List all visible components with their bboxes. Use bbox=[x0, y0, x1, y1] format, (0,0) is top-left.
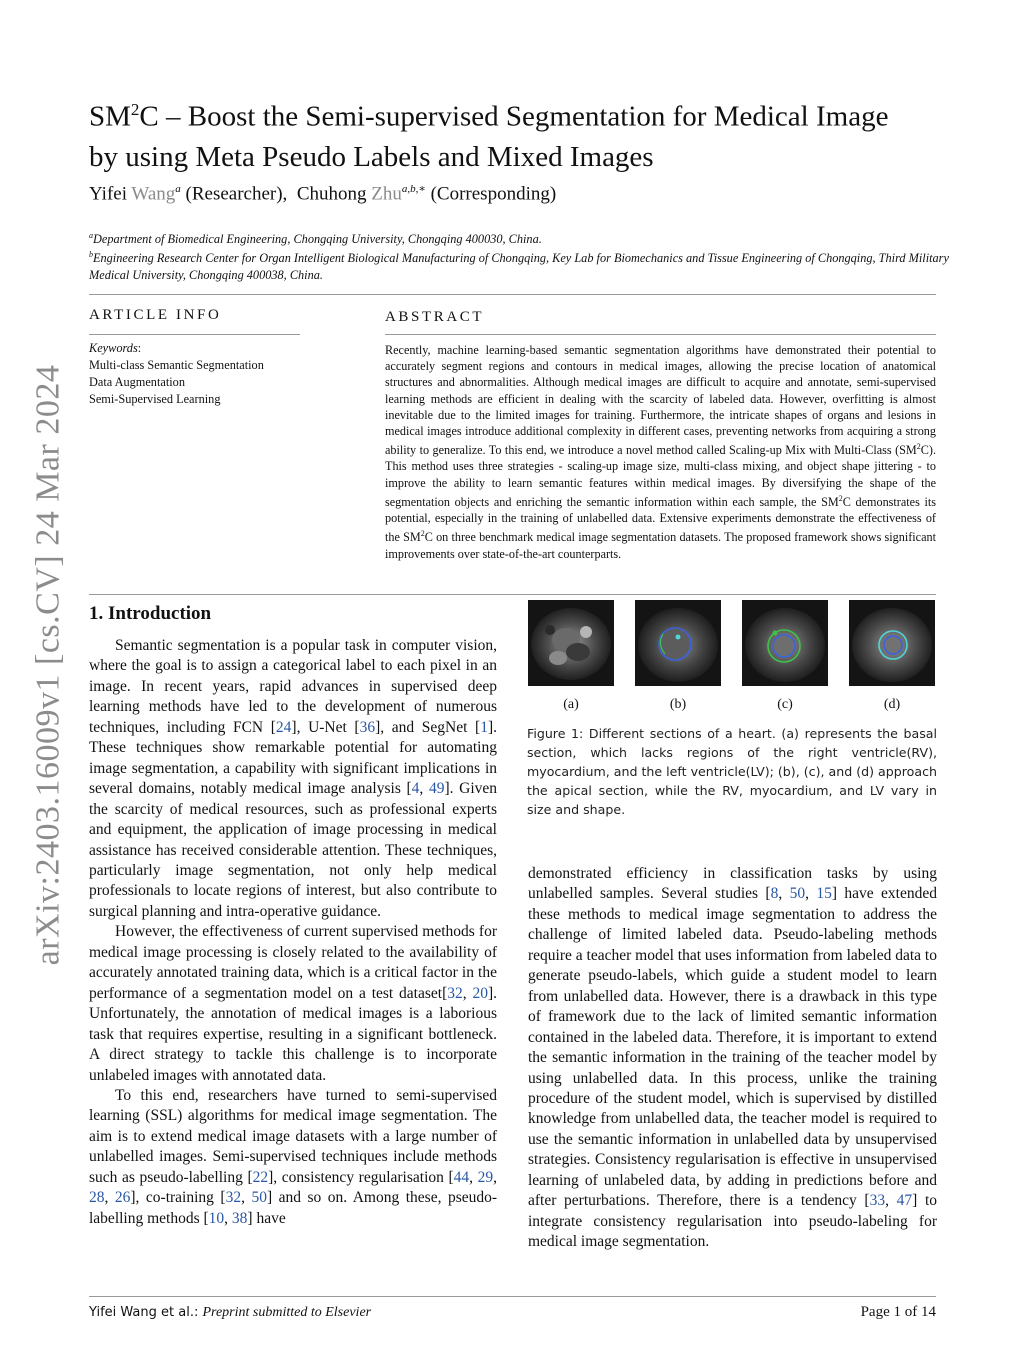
text-run: , bbox=[469, 1168, 478, 1186]
abstract-text bbox=[385, 342, 936, 562]
author2-first: Chuhong bbox=[296, 183, 372, 205]
text-run: , bbox=[104, 1189, 115, 1207]
affiliation-b bbox=[89, 246, 949, 284]
panel-label-c: (c) bbox=[777, 697, 793, 712]
article-info-rule bbox=[89, 334, 300, 335]
citation-link[interactable]: 8 bbox=[770, 885, 779, 903]
text-run: , bbox=[778, 885, 790, 903]
intro-paragraph-1 bbox=[89, 636, 497, 922]
author2-sup: a,b,∗ bbox=[401, 183, 426, 195]
intro-paragraph-2 bbox=[89, 922, 497, 1086]
header-rule bbox=[89, 294, 936, 295]
figure-panel-a bbox=[528, 600, 614, 686]
text-run: To this end, researchers have turned to semi-supervised learning (SSL) algorithms for medical image segmentation. The aim is to extend medical image datasets with a large number of unlabelled images. Semi-supervised techniques include methods such as pseudo-labelling [ bbox=[89, 1086, 497, 1186]
affiliation-b-text: Engineering Research Center for Organ Intelligent Biological Manufacturing of Chongqing, Key Lab for Biomechanics and Tissue Engineering of Chongqing, Third Military Medical University, Chongqing 400038, China. bbox=[89, 251, 949, 283]
citation-link[interactable]: 1 bbox=[480, 718, 488, 736]
abstract-rule bbox=[385, 334, 936, 335]
mri-slice-b-image bbox=[635, 600, 721, 686]
right-column bbox=[528, 864, 937, 1253]
title-line2: by using Meta Pseudo Labels and Mixed Images bbox=[89, 140, 654, 173]
citation-link[interactable]: 49 bbox=[428, 780, 445, 798]
text-run: ], and SegNet [ bbox=[375, 718, 481, 736]
text-run: , bbox=[241, 1189, 252, 1207]
text-run: , bbox=[419, 780, 429, 798]
affiliation-b-sup: b bbox=[89, 250, 93, 259]
text-run: ], co-training [ bbox=[130, 1189, 226, 1207]
text-run: ], consistency regularisation [ bbox=[268, 1168, 454, 1186]
text-run: However, the effectiveness of current supervised methods for medical image processing is closely related to the availability of accurately annotated training data, which is a critical factor in the performance of a segmentation model on a test dataset[ bbox=[89, 923, 497, 1002]
abstract-part2: C). This method uses three strategies - scaling-up image size, multi-class mixing, and object shape jittering - to improve the ability to learn semantic features within medical images. By diversifying the shape of the segmentation objects and enriching the semantic information within each sample, the SM bbox=[385, 443, 936, 509]
citation-link[interactable]: 22 bbox=[252, 1168, 269, 1186]
citation-link[interactable]: 26 bbox=[114, 1189, 131, 1207]
figure-panel-c bbox=[742, 600, 828, 686]
left-column bbox=[89, 636, 497, 1229]
citation-link[interactable]: 32 bbox=[225, 1189, 242, 1207]
panel-label-a: (a) bbox=[563, 697, 579, 712]
text-run: , bbox=[885, 1192, 897, 1210]
panel-label-b: (b) bbox=[669, 697, 687, 712]
author1-role: (Researcher), bbox=[180, 183, 288, 205]
text-run: , bbox=[805, 885, 817, 903]
article-info-heading: ARTICLE INFO bbox=[89, 307, 222, 323]
author2-last[interactable]: Zhu bbox=[371, 183, 402, 205]
footer-rule bbox=[89, 1296, 936, 1297]
citation-link[interactable]: 47 bbox=[896, 1192, 913, 1210]
title-line1-rest: C – Boost the Semi-supervised Segmentation for Medical Image bbox=[139, 100, 889, 133]
intro-paragraph-3 bbox=[89, 1086, 497, 1229]
text-run: , bbox=[224, 1209, 232, 1227]
abstract-part3: C demonstrates its potential, especially in the training of unlabelled data. Extensive experiments demonstrate the effectiveness of the SM bbox=[385, 494, 936, 545]
abstract-sup: 2 bbox=[420, 529, 425, 539]
keyword-item: Multi-class Semantic Segmentation bbox=[89, 358, 264, 372]
citation-link[interactable]: 20 bbox=[472, 984, 488, 1002]
keyword-item: Semi-Supervised Learning bbox=[89, 392, 221, 406]
keywords-label: Keywords bbox=[89, 341, 138, 355]
mri-slice-d-image bbox=[849, 600, 935, 686]
abstract-part4: C on three benchmark medical image segmentation datasets. The proposed framework shows significant improvements over state-of-the-art counterparts. bbox=[385, 530, 936, 561]
arxiv-stamp-text: arXiv:2403.16009v1 [cs.CV] 24 Mar 2024 bbox=[29, 364, 67, 966]
section-heading-introduction: 1. Introduction bbox=[89, 603, 212, 624]
citation-link[interactable]: 38 bbox=[231, 1209, 248, 1227]
citation-link[interactable]: 29 bbox=[477, 1168, 494, 1186]
text-run: ] have extended these methods to medical image segmentation to address the challenge of limited labeled data. Pseudo-labeling methods require a teacher model that uses information from labeled data to generate pseudo-labels, which guide a student model to learn from unlabelled data. However, there is a drawback in this type of framework due to the lack of limited semantic information contained in the labeled data. Therefore, it is important to extend the semantic information in the training of the teacher model by using unlabelled data. In this process, unlike the training procedure of the student model, which is supervised by distilled knowledge from unlabelled data, the teacher model is required to use the semantic information in unlabelled data by unsupervised strategies. Consistency regularisation is effective in unsupervised learning of unlabeled data, by adding in predictions before and after perturbations. Therefore, there is a tendency [ bbox=[528, 885, 938, 1210]
keywords-label-line bbox=[89, 340, 309, 357]
citation-link[interactable]: 15 bbox=[816, 885, 832, 903]
page-number: Page 1 of 14 bbox=[860, 1304, 936, 1320]
footer-citation bbox=[89, 1305, 371, 1321]
title-sup: 2 bbox=[130, 100, 140, 119]
author-list bbox=[89, 182, 556, 205]
citation-link[interactable]: 44 bbox=[453, 1168, 470, 1186]
abstract-sup: 2 bbox=[838, 493, 843, 503]
keywords-colon: : bbox=[137, 341, 142, 355]
arxiv-stamp bbox=[28, 355, 68, 975]
text-run: , bbox=[493, 1168, 498, 1186]
author2-role: (Corresponding) bbox=[425, 183, 557, 205]
abstract-part1: Recently, machine learning-based semantic segmentation algorithms have demonstrated their potential to accurately segment regions and contours in medical images, allowing the precise location of anatomical structures and abnormalities. Although medical images are difficult to acquire and annotate, semi-supervised learning methods are efficient in dealing with the scarcity of labeled data. However, overfitting is almost inevitable due to the limited images for training. Furthermore, the intricate shapes of organs and lesions in medical images introduce additional complexity in different cases, preventing networks from acquiring a strong ability to generalize. To this end, we introduce a novel method called Scaling-up Mix with Multi-Class (SM bbox=[385, 343, 936, 458]
text-run: demonstrated efficiency in classification tasks by using unlabelled samples. Several studies [ bbox=[528, 865, 937, 903]
intro-paragraph-3-continued bbox=[528, 864, 937, 1253]
mri-slice-a-image bbox=[528, 600, 614, 686]
author1-first: Yifei bbox=[89, 183, 132, 205]
caption-label: Figure 1: bbox=[527, 726, 584, 741]
abstract-heading: ABSTRACT bbox=[385, 309, 485, 325]
figure-panel-b bbox=[635, 600, 721, 686]
text-run: ] have bbox=[247, 1209, 286, 1227]
citation-link[interactable]: 33 bbox=[869, 1192, 886, 1210]
text-run: ] and so on. Among these, pseudo-labelling methods [ bbox=[89, 1189, 498, 1227]
paper-title bbox=[89, 90, 959, 177]
keyword-item: Data Augmentation bbox=[89, 375, 185, 389]
title-prefix: SM bbox=[89, 100, 131, 133]
affiliation-a-sup: a bbox=[89, 231, 93, 240]
text-run: ]. These techniques show remarkable potential for automating image segmentation, a capability with significant implications in several domains, notably medical image analysis [ bbox=[89, 718, 497, 798]
text-run: ], U-Net [ bbox=[291, 718, 360, 736]
figure-panel-d bbox=[849, 600, 935, 686]
text-run: ]. Unfortunately, the annotation of medical images is a laborious task that requires expertise, resulting in a significant bottleneck. A direct strategy to tackle this challenge is to incorporate unlabeled images with annotated data. bbox=[89, 984, 498, 1084]
section-rule bbox=[89, 594, 936, 595]
text-run: ]. Given the scarcity of medical resources, such as professional experts and equipment, the application of image processing in medical assistance has received considerable attention. These techniques, particularly image segmentation, not only help medical professionals to locate regions of interest, but also contribute to surgical planning and intra-operative guidance. bbox=[89, 780, 498, 920]
caption-text: Different sections of a heart. (a) represents the basal section, which lacks regions of the right ventricle(RV), myocardium, and the left ventricle(LV); (b), (c), and (d) approach the apical section, while the RV, myocardium, and LV vary in size and shape. bbox=[527, 726, 937, 817]
figure-caption bbox=[527, 724, 937, 819]
keywords-block bbox=[89, 340, 309, 408]
citation-link[interactable]: 10 bbox=[208, 1209, 225, 1227]
text-run: Semantic segmentation is a popular task in computer vision, where the goal is to assign a categorical label to each pixel in an image. In recent years, rapid advances in supervised deep learning methods have led to the development of numerous techniques, including FCN [ bbox=[89, 637, 497, 736]
footer-venue: Preprint submitted to Elsevier bbox=[202, 1305, 372, 1320]
citation-link[interactable]: 36 bbox=[359, 718, 376, 736]
citation-link[interactable]: 50 bbox=[251, 1189, 267, 1207]
text-run: ] to integrate consistency regularisation into pseudo-labeling for medical image segmentation. bbox=[528, 1192, 938, 1251]
affiliation-a-text: Department of Biomedical Engineering, Chongqing University, Chongqing 400030, China. bbox=[93, 232, 542, 247]
abstract-sup: 2 bbox=[916, 442, 921, 452]
affiliation-a bbox=[89, 227, 949, 248]
mri-slice-c-image bbox=[742, 600, 828, 686]
citation-link[interactable]: 28 bbox=[89, 1189, 105, 1207]
panel-label-d: (d) bbox=[883, 697, 901, 712]
author1-sup: a bbox=[175, 183, 181, 195]
author1-last[interactable]: Wang bbox=[131, 183, 176, 205]
footer-authors: Yifei Wang et al.: bbox=[89, 1305, 203, 1320]
citation-link[interactable]: 24 bbox=[275, 718, 292, 736]
text-run: , bbox=[462, 984, 473, 1002]
citation-link[interactable]: 50 bbox=[789, 885, 806, 903]
citation-link[interactable]: 4 bbox=[411, 780, 420, 798]
citation-link[interactable]: 32 bbox=[447, 984, 463, 1002]
